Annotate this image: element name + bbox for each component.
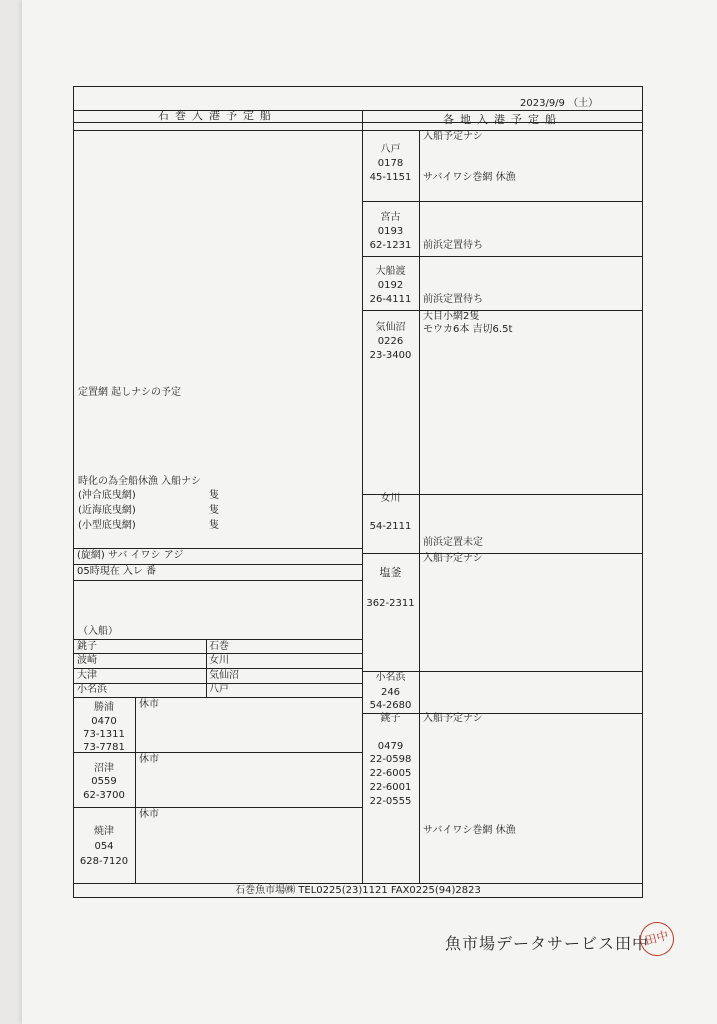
region-code: 0192 (377, 280, 404, 291)
region-tel: 23-3400 (369, 350, 412, 361)
region-note: 入船予定ナシ (423, 713, 483, 724)
region-note: 大目小網2隻 (423, 311, 480, 322)
jika-note: 時化の為全船休漁 入船ナシ (78, 476, 201, 487)
region-tel: 54-2111 (369, 521, 412, 532)
status-label: 05時現在 入レ 番 (77, 566, 157, 577)
region-name: 気仙沼 (375, 322, 406, 333)
region-code: 0178 (377, 158, 404, 169)
region-tel: 22-6005 (369, 768, 412, 779)
region-name: 塩釜 (379, 566, 402, 579)
report-table (73, 86, 643, 898)
trawl-label: (近海底曳網) (78, 505, 136, 516)
seal-stamp: 田中 (636, 918, 678, 960)
market-tel: 73-1311 (83, 729, 125, 740)
region-tel: 45-1151 (369, 172, 412, 183)
region-code: 0479 (377, 741, 404, 752)
senmou-label: (旋網) サバ イワシ アジ (77, 550, 184, 561)
port-right: 八戸 (209, 684, 229, 695)
region-name: 八戸 (380, 144, 401, 155)
port-right: 女川 (209, 655, 229, 666)
right-header: 各地入港予定船 (443, 113, 562, 126)
region-note: 入船予定ナシ (423, 553, 483, 564)
region-code: 0193 (377, 226, 404, 237)
market-note: 休市 (139, 809, 159, 820)
region-tel: 26-4111 (369, 294, 412, 305)
region-note: モウカ6本 吉切6.5t (423, 324, 513, 335)
trawl-label: (小型底曳網) (78, 520, 136, 531)
port-left: 銚子 (77, 641, 97, 652)
region-tel: 22-0598 (369, 754, 412, 765)
region-note: 前浜定置待ち (423, 240, 483, 251)
market-code: 0559 (91, 776, 117, 787)
market-tel: 628-7120 (79, 856, 129, 867)
region-note: 前浜定置未定 (423, 537, 483, 548)
region-tel: 22-6001 (369, 782, 412, 793)
region-tel: 362-2311 (366, 598, 415, 609)
region-note: 入船予定ナシ (423, 131, 483, 142)
teichi-note: 定置網 起しナシの予定 (78, 387, 181, 398)
signature: 魚市場データサービス田中 (445, 934, 650, 953)
trawl-unit: 隻 (209, 520, 219, 531)
region-name: 大船渡 (375, 266, 406, 277)
region-code: 0226 (377, 336, 404, 347)
region-note: サバイワシ巻網 休漁 (423, 825, 516, 836)
region-tel: 54-2680 (369, 700, 412, 711)
market-note: 休市 (139, 754, 159, 765)
report-date: 2023/9/9 （土） (520, 98, 599, 109)
port-left: 小名浜 (77, 684, 107, 695)
nyusen-label: （入船） (78, 626, 118, 637)
port-left: 波崎 (77, 655, 97, 666)
region-name: 宮古 (380, 212, 401, 223)
region-name: 小名浜 (375, 672, 406, 683)
region-tel: 22-0555 (369, 796, 412, 807)
port-right: 気仙沼 (209, 670, 239, 681)
region-name: 女川 (380, 493, 401, 504)
region-tel: 62-1231 (369, 240, 412, 251)
market-name: 沼津 (94, 763, 114, 774)
port-left: 大津 (77, 670, 97, 681)
market-tel: 73-7781 (83, 742, 125, 753)
left-header: 石巻入港予定船 (158, 109, 277, 122)
region-code: 246 (380, 687, 401, 698)
market-name: 勝浦 (94, 702, 114, 713)
market-name: 焼津 (94, 826, 114, 837)
port-right: 石巻 (209, 641, 229, 652)
region-name: 銚子 (380, 713, 401, 724)
region-note: 前浜定置待ち (423, 294, 483, 305)
trawl-unit: 隻 (209, 505, 219, 516)
trawl-unit: 隻 (209, 490, 219, 501)
region-note: サバイワシ巻網 休漁 (423, 172, 516, 183)
market-tel: 62-3700 (83, 790, 125, 801)
market-code: 054 (94, 841, 114, 852)
footer-contact: 石巻魚市場㈱ TEL0225(23)1121 FAX0225(94)2823 (235, 885, 481, 896)
market-code: 0470 (91, 716, 117, 727)
market-note: 休市 (139, 699, 159, 710)
trawl-label: (沖合底曳網) (78, 490, 136, 501)
